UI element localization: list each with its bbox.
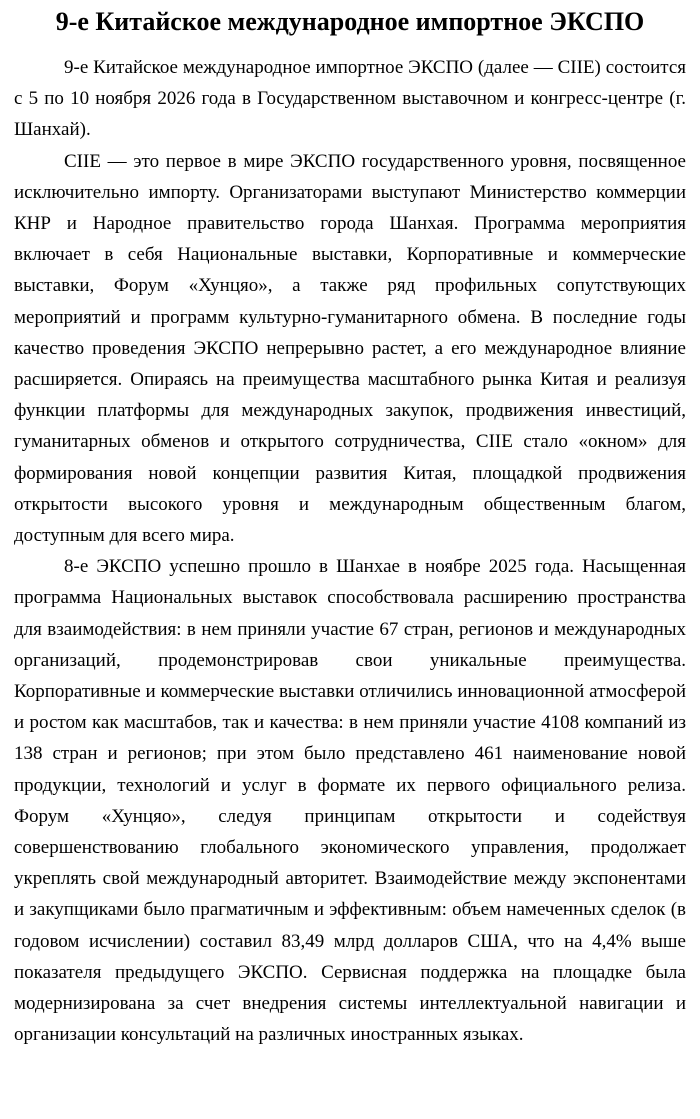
- paragraph-about-ciie: CIIE — это первое в мире ЭКСПО государственного уровня, посвященное исключительно импорту. Организаторами выступают Министерство коммерции КНР и Народное правительство города Шанхая. Программа мероприятия включает в себя Национальные выставки, Корпоративные и коммерческие выставки, Форум «Хунцяо», а также ряд профильных сопутствующих мероприятий и программ культурно-гуманитарного обмена. В последние годы качество проведения ЭКСПО непрерывно растет, а его международное влияние расширяется. Опираясь на преимущества масштабного рынка Китая и реализуя функции платформы для международных закупок, продвижения инвестиций, гуманитарных обменов и открытого сотрудничества, CIIE стало «окном» для формирования новой концепции развития Китая, площадкой продвижения открытости высокого уровня и международным общественным благом, доступным для всего мира.: [14, 150, 686, 547]
- paragraph-dates-venue: 9-е Китайское международное импортное ЭКСПО (далее — CIIE) состоится с 5 по 10 ноября 2026 года в Государственном выставочном и конгресс-центре (г. Шанхай).: [14, 57, 686, 141]
- document-title: 9-е Китайское международное импортное ЭКСПО: [55, 7, 645, 36]
- paragraph-8th-expo-results: 8-е ЭКСПО успешно прошло в Шанхае в ноябре 2025 года. Насыщенная программа Национальных выставок способствовала расширению пространства для взаимодействия: в нем приняли участие 67 стран, регионов и международных организаций, продемонстрировав свои уникальные преимущества. Корпоративные и коммерческие выставки отличились инновационной атмосферой и ростом как масштабов, так и качества: в нем приняли участие 4108 компаний из 138 стран и регионов; при этом было представлено 461 наименование новой продукции, технологий и услуг в формате их первого официального релиза. Форум «Хунцяо», следуя принципам открытости и содействуя совершенствованию глобального экономического управления, продолжает укреплять свой международный авторитет. Взаимодействие между экспонентами и закупщиками было прагматичным и эффективным: объем намеченных сделок (в годовом исчислении) составил 83,49 млрд долларов США, что на 4,4% выше показателя предыдущего ЭКСПО. Сервисная поддержка на площадке была модернизирована за счет внедрения системы интеллектуальной навигации и организации консультаций на различных иностранных языках.: [14, 556, 686, 1046]
